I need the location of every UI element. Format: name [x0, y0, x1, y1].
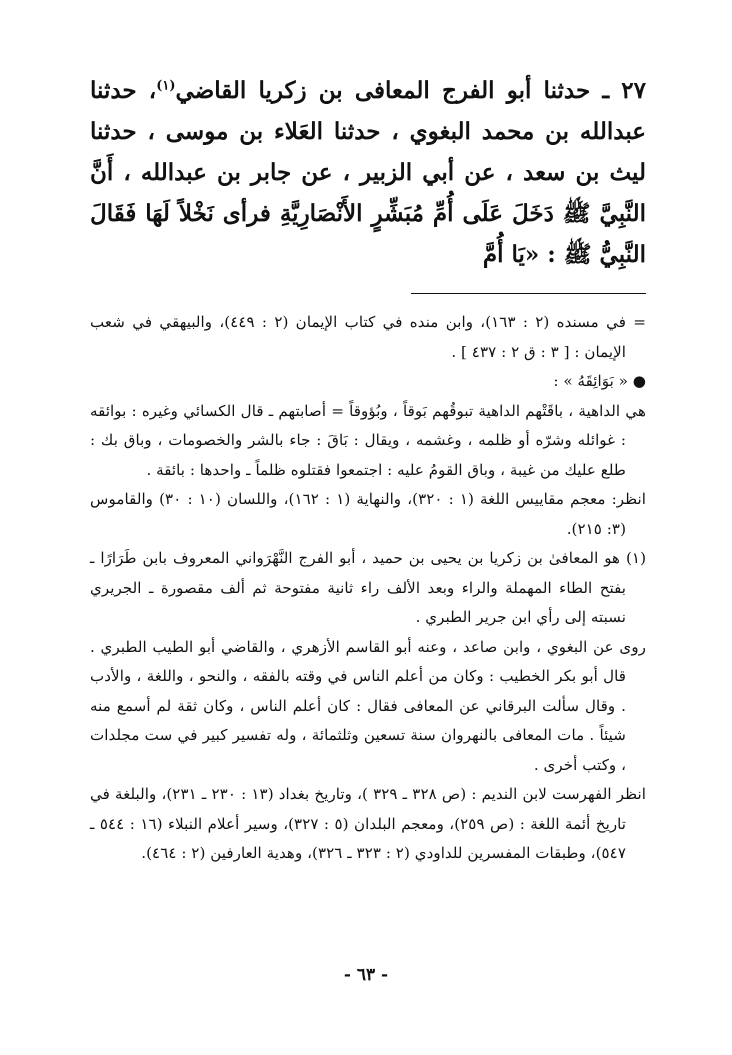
page-number: - ٦٣ - [343, 965, 389, 985]
footnote-1-sources: انظر الفهرست لابن النديم : (ص ٣٢٨ ـ ٣٢٩ )، وتاريخ بغداد (١٣ : ٢٣٠ ـ ٢٣١)، والبلغة في تاريخ أئمة اللغة : (ص ٢٥٩)، ومعجم البلدان (٥ : ٣٢٧)، وسير أعلام النبلاء (١٦ : ٥٤٤ ـ ٥٤٧)، وطبقات المفسرين للداودي (٢ : ٣٢٣ ـ ٣٢٦)، وهدية العارفين (٢ : ٤٦٤). [90, 785, 647, 862]
hadith-text-continuation: ، حدثنا عبدالله بن محمد البغوي ، حدثنا العَلاء بن موسى ، حدثنا ليث بن سعد ، عن أبي الزبير ، عن جابر بن عبدالله ، أَنَّ النَّبِيَّ ﷺ دَخَلَ عَلَى أُمِّ مُبَشِّرٍ الأَنْصَارِيَّةِ فرأى نَخْلاً لَهَا فَقَالَ النَّبِيُّ ﷺ : «يَا أُمَّ [90, 77, 646, 268]
hadith-text-start: ٢٧ ـ حدثنا أبو الفرج المعافى بن زكريا القاضي [175, 77, 646, 104]
footnote-reference: (١) [156, 78, 176, 94]
footnote-term-heading: ● « بَوَائِقَهُ » : [553, 372, 646, 390]
footnote-1-narrators: روى عن البغوي ، وابن صاعد ، وعنه أبو القاسم الأزهري ، والقاضي أبو الطيب الطبري . قال أبو بكر الخطيب : وكان من أعلم الناس في وقته بالفقه ، والنحو ، واللغة ، والأدب . وقال سألت البرقاني عن المعافى فقال : كان أعلم الناس ، وكان ثقة لم أسمع منه شيئاً . مات المعافى بالنهروان سنة تسعين وثلثمائة ، وله تفسير كبير في ست مجلدات ، وكتب أخرى . [90, 637, 646, 774]
footnote-1-biography: (١) هو المعافىٰ بن زكريا بن يحيى بن حميد ، أبو الفرج النَّهْرَواني المعروف بابن طَرَارًا ـ بفتح الطاء المهملة والراء وبعد الألف راء ثانية مفتوحة ثم ألف مقصورة ـ الجريري نسبته إلى رأي ابن جرير الطبري . [90, 549, 646, 626]
footnote-separator [411, 293, 646, 294]
footnote-term-sources: انظر: معجم مقاييس اللغة (١ : ٣٢٠)، والنهاية (١ : ١٦٢)، واللسان (١٠ : ٣٠) والقاموس (٣: ٢١٥). [90, 490, 646, 538]
footnote-term-definition: هي الداهية ، باقَتْهم الداهية تبوقُهم بَوقاً ، وبُؤوقاً = أصابتهم ـ قال الكسائي وغيره : بوائقه : غوائله وشرّه أو ظلمه ، وغشمه ، ويقال : بَاقَ : جاء بالشر والخصومات ، وباق بك : طلع عليك من غيبة ، وباق القومُ عليه : اجتمعوا فقتلوه ظلماً ـ واحدها : بائقة . [90, 401, 646, 479]
hadith-text [90, 70, 646, 275]
footnotes-section [90, 308, 646, 869]
footnote-continuation: = في مسنده (٢ : ١٦٣)، وابن منده في كتاب الإيمان (٢ : ٤٤٩)، والبيهقي في شعب الإيمان : [ ٣ : ق ٢ : ٤٣٧ ] . [90, 313, 646, 361]
